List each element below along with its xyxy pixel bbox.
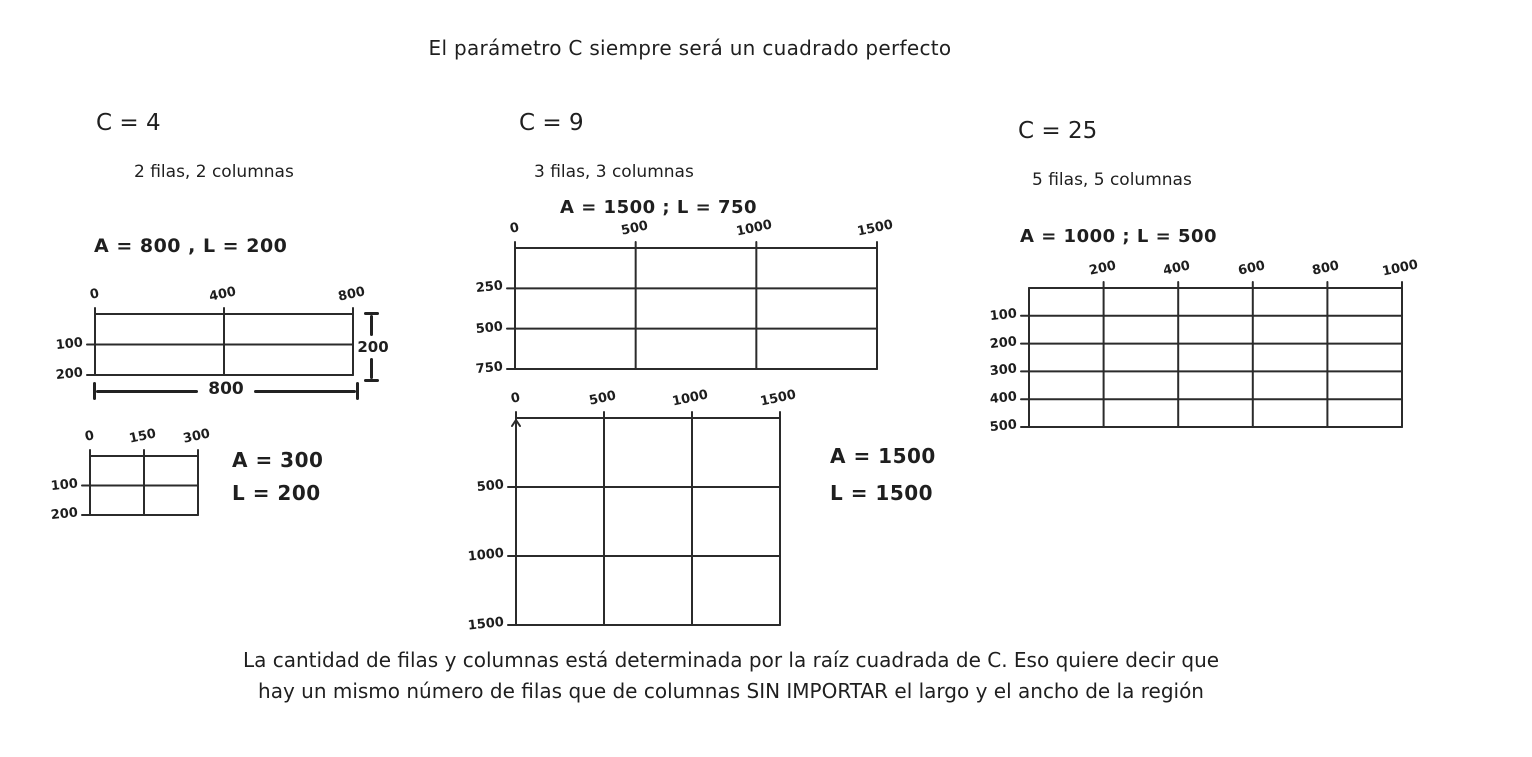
- grid-c9-square: [467, 387, 798, 634]
- dimension-end-tick: [356, 382, 359, 400]
- c4-rows-columns-note: 2 filas, 2 columnas: [134, 162, 294, 182]
- c25-params-label: A = 1000 ; L = 500: [1020, 226, 1218, 247]
- length-label: L = 1500: [830, 481, 934, 505]
- y-axis-tick-label: 200: [989, 333, 1018, 352]
- y-axis-tick-label: 1500: [467, 614, 505, 634]
- grid-c4-small: [50, 426, 212, 524]
- area-label: A = 1500: [830, 444, 936, 468]
- y-axis-tick-label: 400: [989, 389, 1018, 408]
- c9-value-label: C = 9: [519, 110, 584, 136]
- footer-note: [86, 645, 1376, 707]
- y-axis-tick-label: 100: [55, 334, 84, 353]
- x-axis-tick-label: 400: [1161, 258, 1192, 279]
- grid-lines: [95, 314, 353, 375]
- area-label: A = 300: [232, 448, 324, 472]
- grid-c25-main: [989, 257, 1420, 436]
- x-axis-tick-label: 800: [1311, 258, 1341, 279]
- c4-value-label: C = 4: [96, 110, 161, 136]
- x-axis-tick-label: 200: [1087, 258, 1118, 279]
- y-axis-tick-label: 100: [50, 475, 79, 494]
- x-axis-tick-label: 400: [207, 284, 238, 305]
- grid-lines: [1029, 288, 1402, 427]
- width-dimension-bracket: [93, 379, 359, 400]
- height-dimension-bracket: [357, 312, 389, 382]
- c25-rows-columns-note: 5 filas, 5 columnas: [1032, 170, 1192, 190]
- length-label: L = 200: [232, 481, 321, 505]
- x-axis-tick-label: 150: [127, 426, 158, 447]
- x-axis-tick-label: 1500: [855, 217, 895, 240]
- grid-lines: [515, 248, 877, 369]
- x-axis-tick-label: 1000: [735, 217, 774, 240]
- c25-value-label: C = 25: [1018, 118, 1098, 144]
- grid-c9-main: [475, 217, 895, 378]
- x-axis-tick-label: 500: [619, 218, 650, 239]
- y-axis-tick-label: 200: [50, 505, 79, 524]
- x-axis-tick-label: 0: [508, 220, 521, 237]
- dimension-line: [96, 390, 198, 393]
- footer-line-2: hay un mismo número de filas que de columnas SIN IMPORTAR el largo y el ancho de la región: [258, 679, 1204, 703]
- c4-params-label: A = 800 , L = 200: [94, 235, 288, 257]
- y-axis-tick-label: 200: [55, 365, 84, 384]
- x-axis-tick-label: 800: [336, 284, 367, 305]
- y-axis-tick-label: 750: [475, 359, 504, 378]
- x-axis-tick-label: 600: [1236, 258, 1267, 279]
- dimension-line: [370, 315, 373, 336]
- footer-line-1: La cantidad de filas y columnas está determinada por la raíz cuadrada de C. Eso quiere decir que: [242, 648, 1220, 672]
- dimension-end-tick: [364, 379, 379, 382]
- y-axis-tick-label: 300: [989, 361, 1018, 380]
- x-axis-tick-label: 300: [181, 426, 212, 447]
- y-axis-tick-label: 500: [989, 417, 1018, 436]
- x-axis-tick-label: 0: [83, 428, 96, 445]
- grid-lines: [516, 418, 780, 625]
- x-axis-tick-label: 1500: [758, 387, 798, 410]
- x-axis-tick-label: 0: [88, 286, 101, 303]
- y-axis-tick-label: 500: [476, 477, 505, 496]
- y-axis-tick-label: 1000: [467, 545, 505, 565]
- dimension-line: [254, 390, 356, 393]
- x-axis-tick-label: 1000: [670, 387, 710, 410]
- c9-square-grid-labels: [830, 438, 936, 512]
- page-title: El parámetro C siempre será un cuadrado perfecto: [428, 36, 952, 60]
- c9-rows-columns-note: 3 filas, 3 columnas: [534, 162, 694, 182]
- grid-c4-main: [55, 284, 367, 384]
- y-axis-tick-label: 100: [989, 306, 1018, 324]
- y-axis-tick-label: 250: [475, 278, 504, 297]
- height-dimension-value: 200: [357, 338, 389, 356]
- grid-lines: [90, 456, 198, 515]
- y-axis-tick-label: 500: [475, 319, 504, 337]
- x-axis-tick-label: 500: [587, 388, 618, 409]
- c9-params-label: A = 1500 ; L = 750: [560, 197, 758, 218]
- x-axis-tick-label: 1000: [1380, 257, 1420, 280]
- dimension-line: [370, 358, 373, 379]
- c4-small-grid-labels: [232, 444, 323, 510]
- width-dimension-value: 800: [208, 379, 244, 399]
- x-axis-tick-label: 0: [509, 390, 522, 407]
